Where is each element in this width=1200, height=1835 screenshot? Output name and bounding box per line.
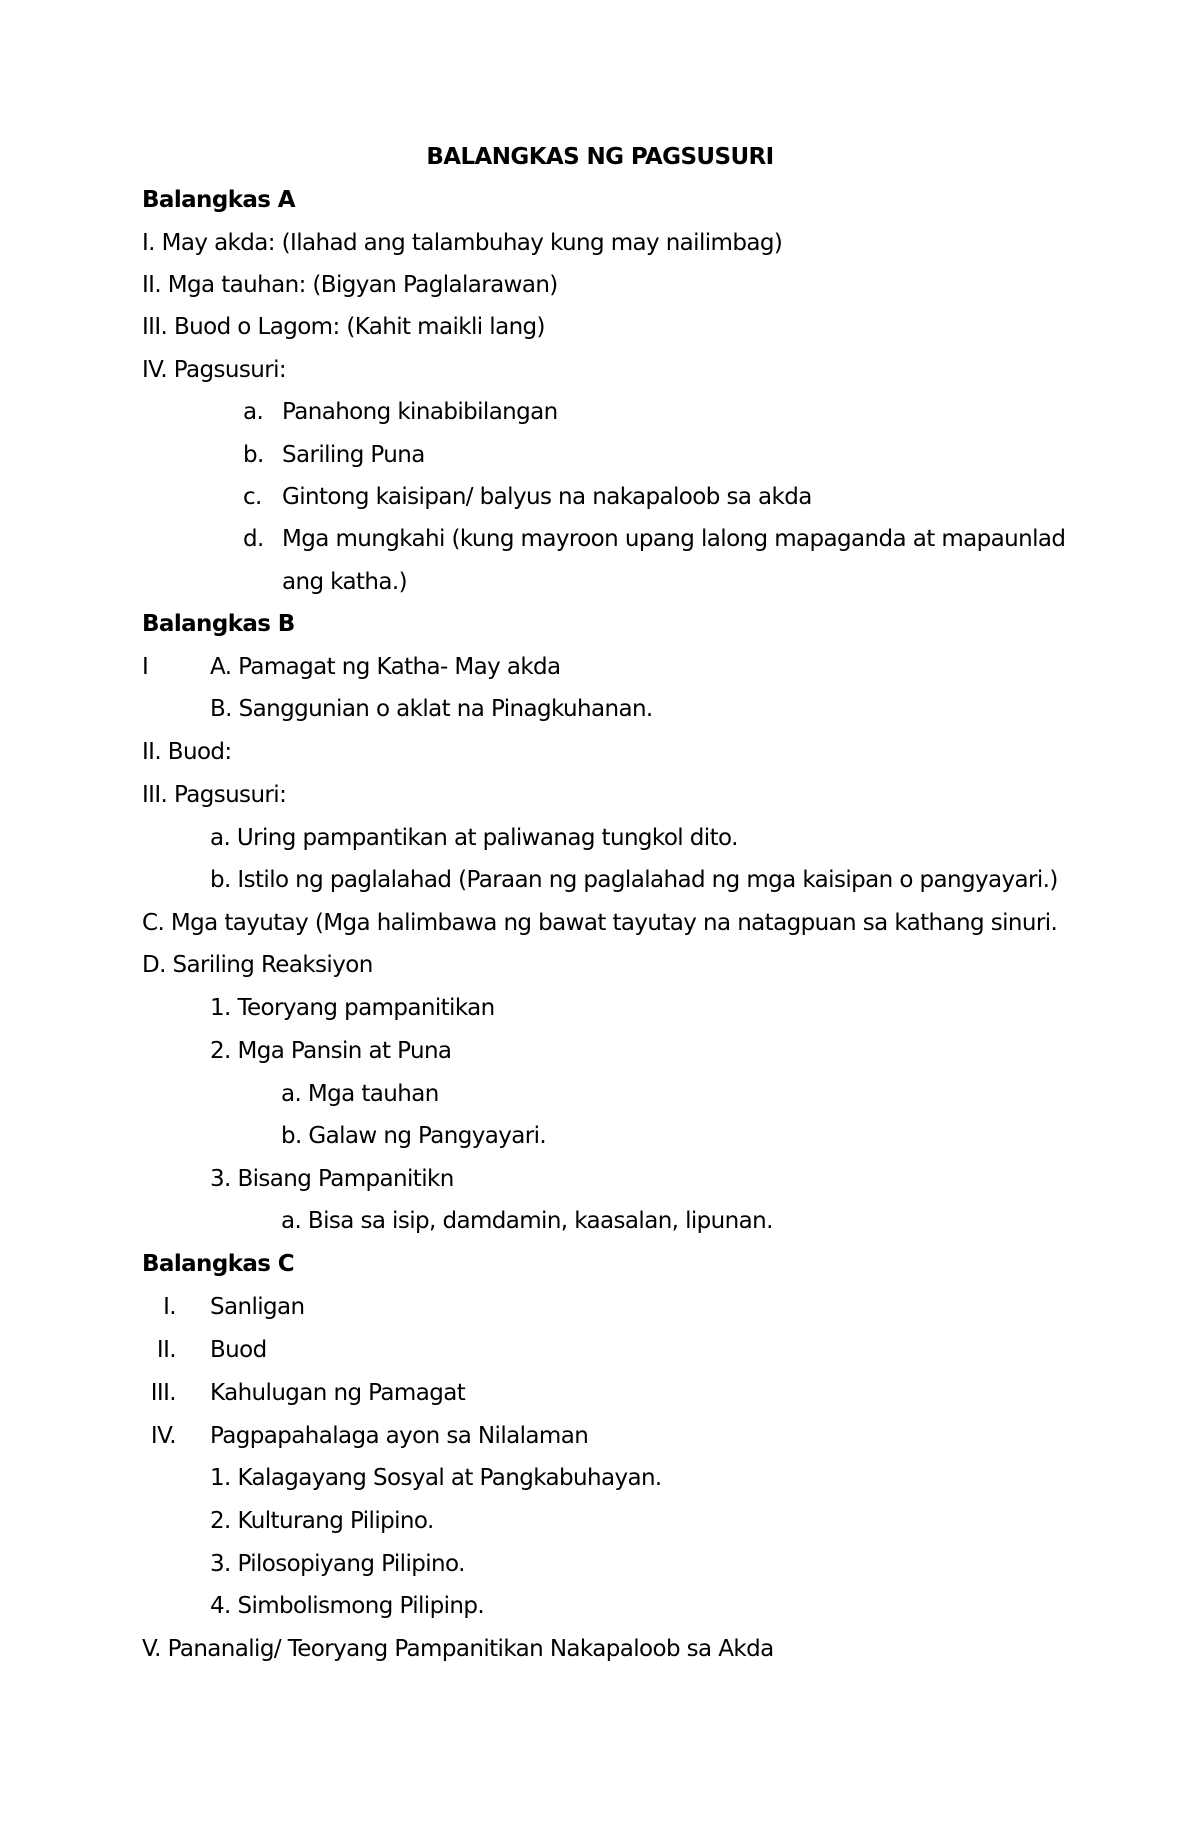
section-c-item-number: IV. xyxy=(150,1423,176,1449)
section-b-item-iii: III. Pagsusuri: xyxy=(142,782,287,808)
section-a-item: IV. Pagsusuri: xyxy=(142,357,287,383)
section-a-sub-marker: c. xyxy=(243,484,262,510)
document-title: BALANGKAS NG PAGSUSURI xyxy=(426,144,774,170)
section-b-item-c: C. Mga tayutay (Mga halimbawa ng bawat tayutay na natagpuan sa kathang sinuri. xyxy=(142,910,1058,936)
section-c-item-number: II. xyxy=(156,1337,176,1363)
section-a-item: I. May akda: (Ilahad ang talambuhay kung may nailimbag) xyxy=(142,230,783,256)
section-c-item: Pagpapahalaga ayon sa Nilalaman xyxy=(210,1423,589,1449)
section-a-sub-item: Mga mungkahi (kung mayroon upang lalong mapaganda at mapaunlad xyxy=(282,526,1066,552)
section-c-item-number: I. xyxy=(163,1294,176,1320)
section-b-iii-b: b. Istilo ng paglalahad (Paraan ng paglalahad ng mga kaisipan o pangyayari.) xyxy=(210,867,1058,893)
section-b-item-ii: II. Buod: xyxy=(142,739,232,765)
section-b-item-d: D. Sariling Reaksiyon xyxy=(142,952,373,978)
section-b-d-2b: b. Galaw ng Pangyayari. xyxy=(281,1123,547,1149)
section-a-sub-item-continuation: ang katha.) xyxy=(282,569,407,595)
section-a-item: III. Buod o Lagom: (Kahit maikli lang) xyxy=(142,314,545,340)
section-b-heading: Balangkas B xyxy=(142,611,295,637)
section-b-d-3a: a. Bisa sa isip, damdamin, kaasalan, lipunan. xyxy=(281,1208,773,1234)
section-b-iii-a: a. Uring pampantikan at paliwanag tungkol dito. xyxy=(210,825,738,851)
section-b-d-3: 3. Bisang Pampanitikn xyxy=(210,1166,454,1192)
section-c-sub-item: 4. Simbolismong Pilipinp. xyxy=(210,1593,485,1619)
section-c-sub-item: 2. Kulturang Pilipino. xyxy=(210,1508,434,1534)
section-a-heading: Balangkas A xyxy=(142,187,296,213)
section-b-d-2: 2. Mga Pansin at Puna xyxy=(210,1038,452,1064)
section-b-roman-one: I xyxy=(142,654,149,680)
section-c-item-v: V. Pananalig/ Teoryang Pampanitikan Nakapaloob sa Akda xyxy=(142,1636,774,1662)
section-b-d-1: 1. Teoryang pampanitikan xyxy=(210,995,495,1021)
section-c-sub-item: 1. Kalagayang Sosyal at Pangkabuhayan. xyxy=(210,1465,662,1491)
section-a-sub-marker: d. xyxy=(243,526,264,552)
section-b-item-a: A. Pamagat ng Katha- May akda xyxy=(210,654,561,680)
section-b-d-2a: a. Mga tauhan xyxy=(281,1081,439,1107)
section-a-sub-item: Panahong kinabibilangan xyxy=(282,399,558,425)
section-c-item-number: III. xyxy=(150,1380,176,1406)
section-c-item: Sanligan xyxy=(210,1294,305,1320)
section-a-sub-marker: b. xyxy=(243,442,264,468)
section-c-sub-item: 3. Pilosopiyang Pilipino. xyxy=(210,1551,465,1577)
section-a-sub-item: Sariling Puna xyxy=(282,442,425,468)
section-a-sub-marker: a. xyxy=(243,399,264,425)
section-b-item-b: B. Sanggunian o aklat na Pinagkuhanan. xyxy=(210,696,653,722)
section-c-heading: Balangkas C xyxy=(142,1251,295,1277)
section-c-item: Kahulugan ng Pamagat xyxy=(210,1380,466,1406)
section-a-item: II. Mga tauhan: (Bigyan Paglalarawan) xyxy=(142,272,558,298)
section-c-item: Buod xyxy=(210,1337,267,1363)
section-a-sub-item: Gintong kaisipan/ balyus na nakapaloob sa akda xyxy=(282,484,812,510)
